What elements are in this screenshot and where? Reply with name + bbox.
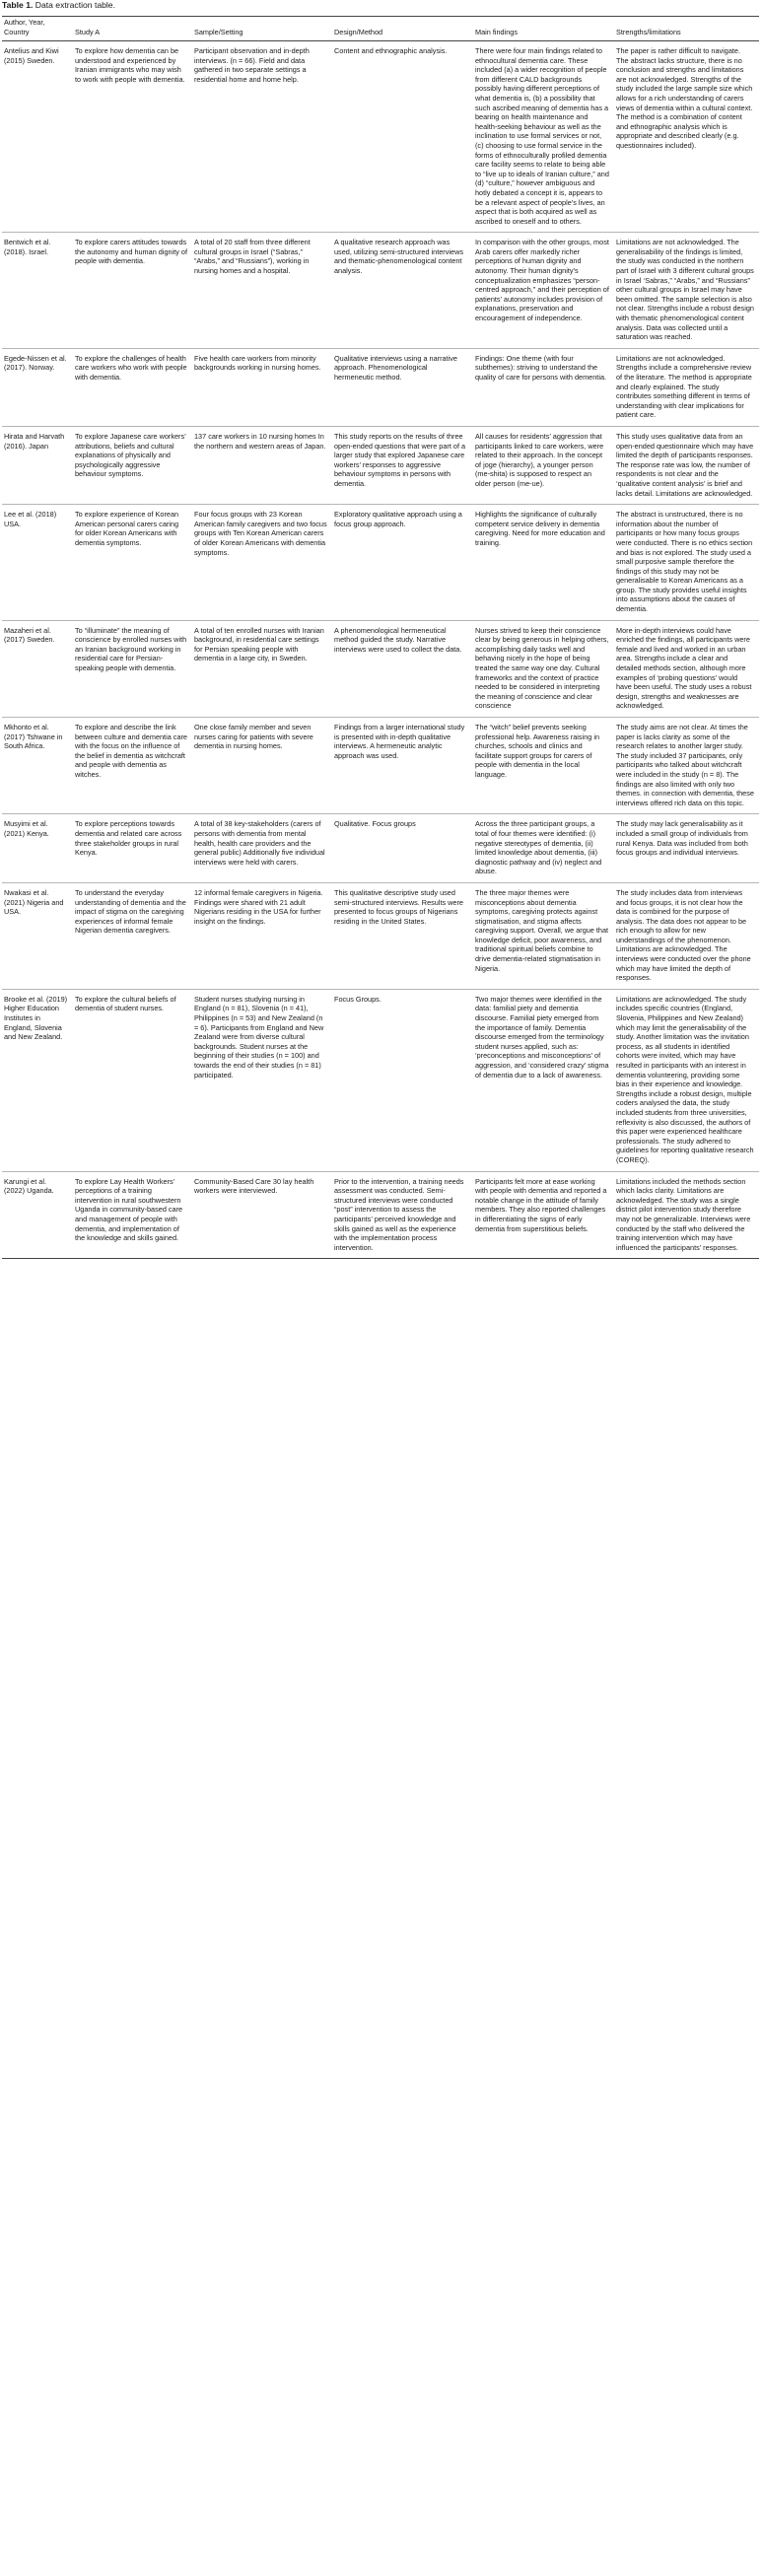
cell-author: Egede-Nissen et al. (2017). Norway. bbox=[4, 353, 67, 373]
cell-author: Karungi et al. (2022) Uganda. bbox=[4, 1176, 54, 1196]
data-extraction-table bbox=[2, 16, 759, 1259]
cell-strengths: Limitations are acknowledged. The study includes specific countries (England, Slovenia, Philippines and New Zealand) which may limit the generalisability of the study. Another limitation was the invitation process, as all students in identified cohorts were invited, which may have resulted in participants with an interest in dementia volunteering, providing some bias in their experience and knowledge. Strengths include a robust design, multiple coders analysed the data, the study included students from three universities, reflexivity is also discussed, the authors of this paper were experienced healthcare professionals. The study adhered to guidelines for reporting qualitative research (COREQ). bbox=[616, 994, 754, 1164]
cell-sample: 12 informal female caregivers in Nigeria. Findings were shared with 21 adult Nigerians residing in the USA for further insight on the findings. bbox=[194, 887, 323, 926]
cell-study: To explore how dementia can be understood and experienced by Iranian immigrants who may wish to work with people with dementia. bbox=[75, 46, 185, 84]
cell-study: To explore perceptions towards dementia and related care across three stakeholder groups in rural Kenya. bbox=[75, 819, 182, 858]
header-study: Study A bbox=[75, 28, 101, 36]
cell-findings: There were four main findings related to ethnocultural dementia care. These included (a) a wider recognition of people from different CALD backgrounds possibly having different perceptions of what dementia is, (b) a possibility that such ascribed meaning of dementia has a bearing on health maintenance and health-seeking behaviour as well as the inclination to use formal services or not, (c) choosing to use formal service in the forms of ethnoculturally profiled dementia care facility seems to relate to being able to “live up to ideals of Iranian culture,” and (d) “culture,” however ambiguous and hotly debated a concept it is, appears to be a relevant aspect of people’s lives, an aspect that is both acquired as well as ascribed to oneself and to others. bbox=[475, 46, 609, 226]
cell-study: To explore Lay Health Workers’ perceptions of a training intervention in rural southwestern Uganda in community-based care and management of people with dementia, and implementation of the knowledge and skills gained. bbox=[75, 1176, 183, 1243]
cell-findings: Nurses strived to keep their conscience clear by being generous in helping others, accomplishing daily tasks well and behaving nicely in the hope of being treated the same way one day. Cultural frameworks and the context of practice needed to be considered in interpreting the meaning of conscience and clear conscience bbox=[475, 625, 609, 711]
cell-design: Qualitative. Focus groups bbox=[334, 819, 416, 829]
table-row bbox=[2, 718, 759, 814]
cell-strengths: This study uses qualitative data from an open-ended questionnaire which may have limited the depth of participants responses. The response rate was low, the number of respondents is not clear and the ‘qualitative content analysis’ is brief and lacks detail. Limitations are acknowledged. bbox=[616, 431, 754, 498]
cell-sample: Participant observation and in-depth interviews. (n = 66). Field and data gathered in two separate settings a residential home and home help. bbox=[194, 46, 310, 84]
cell-author: Musyimi et al. (2021) Kenya. bbox=[4, 819, 49, 838]
cell-sample: Student nurses studying nursing in England (n = 81), Slovenia (n = 41), Philippines (n = 53) and New Zealand (n = 6). Participants from England and New Zealand were from diverse cultural backgrounds. Student nurses at the beginning of their studies (n = 100) and towards the end of their studies (n = 81) participated. bbox=[194, 994, 324, 1079]
cell-sample: Four focus groups with 23 Korean American family caregivers and two focus groups with Ten Korean American carers of older Korean Americans with dementia symptoms. bbox=[194, 510, 327, 557]
table-row bbox=[2, 814, 759, 883]
table-body bbox=[2, 41, 759, 1259]
cell-sample: One close family member and seven nurses caring for patients with severe dementia in nursing homes. bbox=[194, 723, 313, 751]
cell-author: Bentwich et al. (2018). Israel. bbox=[4, 238, 51, 256]
cell-strengths: The study may lack generalisability as it included a small group of individuals from rural Kenya. Data was included from both focus groups and individual interviews. bbox=[616, 819, 748, 858]
cell-sample: A total of 20 staff from three different cultural groups in Israel (“Sabras,” “Arabs,” and “Russians”), working in nursing homes and a hospital. bbox=[194, 238, 311, 276]
cell-author: Mazaheri et al. (2017) Sweden. bbox=[4, 625, 55, 645]
header-author: Author, Year, Country bbox=[4, 18, 45, 36]
cell-sample: 137 care workers in 10 nursing homes In the northern and western areas of Japan. bbox=[194, 431, 326, 451]
cell-study: To “illuminate” the meaning of conscience by enrolled nurses with an Iranian background working in residential care for Persian-speaking people with dementia. bbox=[75, 625, 187, 673]
table-caption bbox=[2, 0, 759, 11]
cell-sample: Community-Based Care 30 lay health workers were interviewed. bbox=[194, 1176, 314, 1196]
cell-study: To explore the challenges of health care workers who work with people with dementia. bbox=[75, 353, 187, 382]
page bbox=[0, 0, 763, 1259]
cell-author: Antelius and Kiwi (2015) Sweden. bbox=[4, 46, 59, 65]
cell-author: Lee et al. (2018) USA. bbox=[4, 510, 57, 528]
cell-design: Qualitative interviews using a narrative approach. Phenomenological hermeneutic method. bbox=[334, 353, 457, 382]
cell-design: A phenomenological hermeneutical method guided the study. Narrative interviews were used to collect the data. bbox=[334, 625, 462, 654]
table-label: Table 1. bbox=[2, 0, 34, 10]
cell-study: To explore carers attitudes towards the autonomy and human dignity of people with dementia. bbox=[75, 238, 187, 266]
cell-findings: The three major themes were misconceptions about dementia symptoms, caregiving protects against stigmatisation, and stigma affects caregiving support. Overall, we argue that knowledge deficit, poor awareness, and traditional spiritual beliefs combine to drive dementia-related stigmatisation in Nigeria. bbox=[475, 887, 609, 973]
header-findings: Main findings bbox=[475, 28, 518, 36]
table-row bbox=[2, 620, 759, 717]
cell-design: Exploratory qualitative approach using a focus group approach. bbox=[334, 510, 462, 528]
cell-design: Focus Groups. bbox=[334, 994, 382, 1004]
table-row bbox=[2, 348, 759, 426]
table-header bbox=[2, 17, 759, 41]
cell-sample: A total of ten enrolled nurses with Iranian background, in residential care settings for Persian speaking people with dementia in a large city, in Sweden. bbox=[194, 625, 324, 663]
cell-study: To explore experience of Korean American personal carers caring for older Korean Americans with dementia symptoms. bbox=[75, 510, 179, 547]
cell-strengths: Limitations are not acknowledged. The generalisability of the findings is limited, the study was conducted in the northern part of Israel with 3 different cultural groups in Israel ‘Sabras,” “Arabs,” and “Russians” other cultural groups in Israel may have been omitted. The sample selection is also not clear. Strengths include a robust design with thematic phenomenological content analysis. Data was collected until a saturation was reached. bbox=[616, 238, 754, 342]
table-row bbox=[2, 1171, 759, 1259]
cell-findings: All causes for residents’ aggression that participants linked to care workers, were related to their approach. In the concept of joge (hierarchy), a younger person (me-shita) is supposed to respect an older person (me-ue). bbox=[475, 431, 604, 488]
header-row bbox=[2, 17, 759, 41]
cell-design: A qualitative research approach was used, utilizing semi-structured interviews and thematic-phenomenological content analysis. bbox=[334, 238, 463, 276]
cell-sample: A total of 38 key-stakeholders (carers of persons with dementia from mental health, health care providers and the general public) Additionally five individual interviews were held with carers. bbox=[194, 819, 325, 867]
cell-findings: The “witch” belief prevents seeking professional help. Awareness raising in churches, schools and clinics and facilitate support groups for carers of people with dementia in the local language. bbox=[475, 723, 600, 779]
cell-strengths: Limitations are not acknowledged. Strengths include a comprehensive review of the literature. The method is appropriate and clearly explained. The study contributes something different in terms of understanding with clear implications for patient care. bbox=[616, 353, 752, 420]
cell-strengths: More in-depth interviews could have enriched the findings, all participants were female and lived and worked in an urban area. Strengths include a clear and detailed methods section, although more examples of ‘probing questions’ would have been useful. The study uses a robust design, strengths and weaknesses are acknowledged. bbox=[616, 625, 752, 711]
table-row bbox=[2, 505, 759, 621]
header-sample: Sample/Setting bbox=[194, 28, 243, 36]
cell-design: This study reports on the results of three open-ended questions that were part of a larger study that explored Japanese care workers’ responses to aggressive behaviour symptoms in persons with dementia. bbox=[334, 431, 466, 488]
header-design: Design/Method bbox=[334, 28, 383, 36]
header-strengths: Strengths/limitations bbox=[616, 28, 681, 36]
cell-strengths: The study aims are not clear. At times the paper is lacks clarity as some of the research relates to another larger study. The study included 37 participants, only participants who talked about witchcraft were included in the study (n = 8). The findings are also limited with only two themes. in connection with dementia, these interviews offered rich data on this topic. bbox=[616, 723, 754, 807]
cell-design: This qualitative descriptive study used semi-structured interviews. Results were presented to focus groups of Nigerians residing in the United States. bbox=[334, 887, 463, 926]
cell-author: Nwakasi et al. (2021) Nigeria and USA. bbox=[4, 887, 64, 917]
cell-study: To understand the everyday understanding of dementia and the impact of stigma on the caregiving experiences of informal female Nigerian dementia caregivers. bbox=[75, 887, 186, 936]
cell-findings: In comparison with the other groups, most Arab carers offer markedly richer perceptions of human dignity and autonomy. Their human dignity’s conceptualization emphasizes “person-centred approach,” and their perception of patients’ autonomy includes provision of explanations, preservation and encouragement of independence. bbox=[475, 238, 609, 323]
cell-findings: Participants felt more at ease working with people with dementia and reported a notable change in the attitude of family members. They also reported challenges in differentiating the signs of early dementia from superstitious beliefs. bbox=[475, 1176, 607, 1233]
cell-study: To explore Japanese care workers’ attributions, beliefs and cultural explanations of physically and psychologically aggressive behaviour symptoms. bbox=[75, 431, 186, 479]
cell-study: To explore and describe the link between culture and dementia care with the focus on the influence of the belief in dementia as witchcraft and people with dementia as witches. bbox=[75, 723, 187, 779]
table-row bbox=[2, 882, 759, 989]
cell-author: Hirata and Harvath (2016). Japan bbox=[4, 431, 65, 451]
cell-strengths: The paper is rather difficult to navigate. The abstract lacks structure, there is no conclusion and strengths and limitations are not acknowledged. Strengths of the study included the large sample size which allows for a rich understanding of carers views of dementia within a cultural context. The method is a combination of content and ethnographic analysis which is appropriate and described clearly (e.g. questionnaires included). bbox=[616, 46, 753, 150]
cell-study: To explore the cultural beliefs of dementia of student nurses. bbox=[75, 994, 176, 1013]
cell-findings: Across the three participant groups, a total of four themes were identified: (i) negative stereotypes of dementia, (ii) limited knowledge about dementia, (iii) diagnostic pathway and (iv) neglect and abuse. bbox=[475, 819, 602, 876]
table-row bbox=[2, 233, 759, 349]
cell-findings: Findings: One theme (with four subthemes): striving to understand the quality of care for persons with dementia. bbox=[475, 353, 607, 382]
cell-sample: Five health care workers from minority backgrounds working in nursing homes. bbox=[194, 353, 321, 373]
cell-strengths: Limitations included the methods section which lacks clarity. Limitations are acknowledged. The study was a single district pilot intervention study therefore may not be generalizable. Interviews were conducted by the staff who delivered the training intervention which may have influenced the participants’ responses. bbox=[616, 1176, 751, 1252]
cell-design: Findings from a larger international study is presented with in-depth qualitative interviews. A hermeneutic analytic approach was used. bbox=[334, 723, 465, 760]
table-row bbox=[2, 426, 759, 504]
cell-author: Mkhonto et al. (2017) Tshwane in South Africa. bbox=[4, 723, 63, 751]
cell-findings: Highlights the significance of culturally competent service delivery in dementia caregiving. Need for more education and training. bbox=[475, 510, 605, 547]
cell-strengths: The abstract is unstructured, there is no information about the number of participants or how many focus groups were conducted. There is no ethics section and bias is not explored. The study used a small purposive sample therefore the findings of this study may not be generalisable to Korean Americans as a group. The study provides useful insights into assumptions about the causes of dementia. bbox=[616, 510, 753, 614]
table-row bbox=[2, 41, 759, 233]
cell-design: Content and ethnographic analysis. bbox=[334, 46, 448, 55]
table-title: Data extraction table. bbox=[35, 0, 115, 10]
cell-findings: Two major themes were identified in the data: familial piety and dementia discourse. Familial piety emerged from the importance of family. Dementia discourse emerged from the terminology student nurses applied, such as: ‘preconceptions and misconceptions’ of aggression, and ‘considered crazy’ stigma of dementia due to a lack of awareness. bbox=[475, 994, 609, 1079]
cell-strengths: The study includes data from interviews and focus groups, it is not clear how the data is combined for the purpose of analysis. The data does not appear to be rich enough to allow for new understandings of the phenomenon. Limitations are acknowledged. The interviews were conducted over the phone which may have limited the depth of responses. bbox=[616, 887, 751, 983]
table-row bbox=[2, 989, 759, 1171]
cell-design: Prior to the intervention, a training needs assessment was conducted. Semi-structured interviews were conducted “post” intervention to assess the participants’ perceived knowledge and skills gained as well as the experience with the implementation process intervention. bbox=[334, 1176, 464, 1252]
cell-author: Brooke et al. (2019) Higher Education Institutes in England, Slovenia and New Zealand. bbox=[4, 994, 68, 1042]
